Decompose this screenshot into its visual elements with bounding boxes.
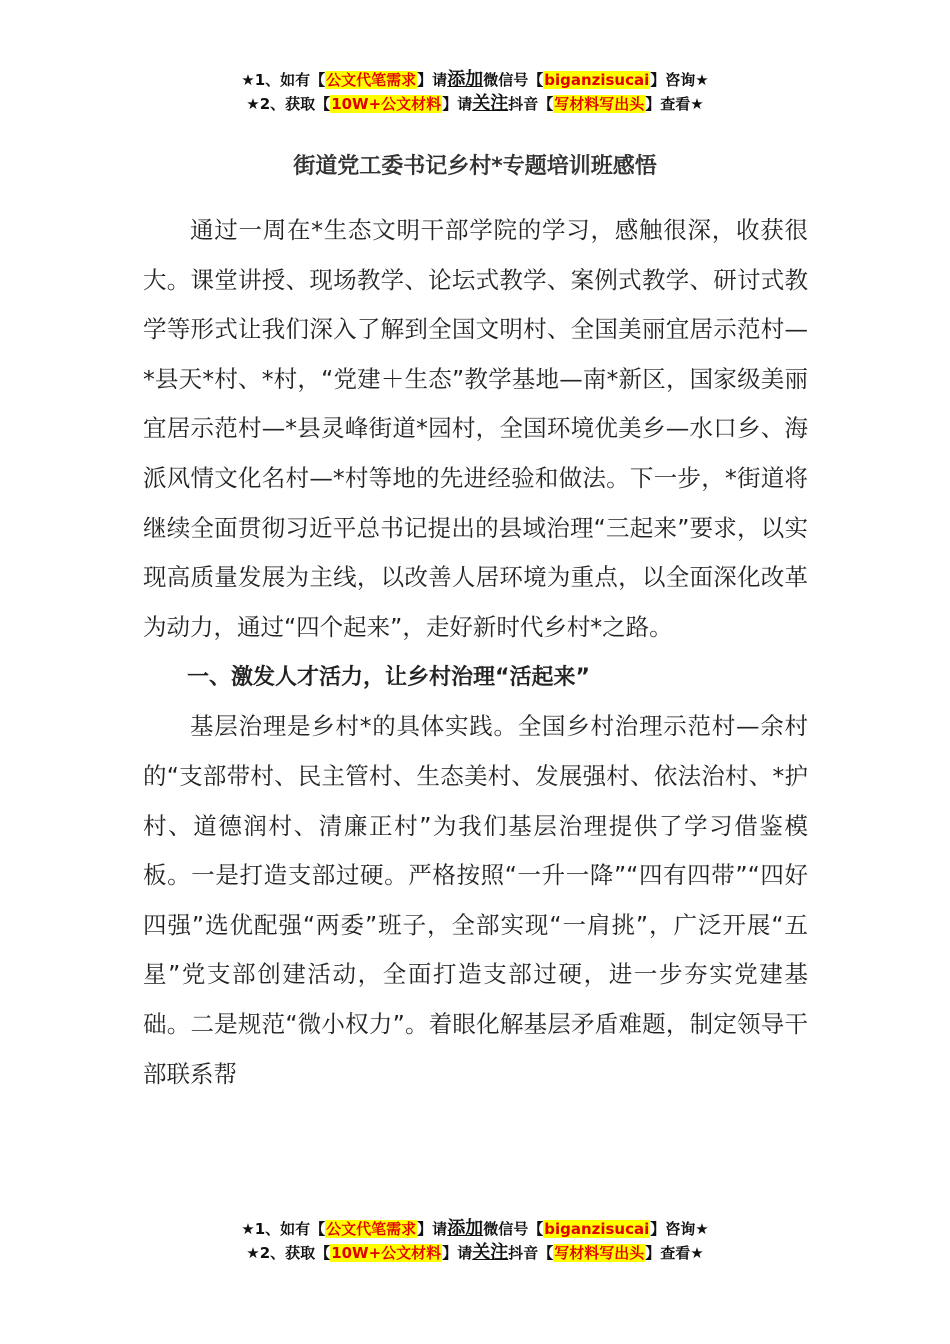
promo-add-text: 添加 [447,69,484,90]
promo-add-text: 添加 [447,1218,484,1239]
section-1-heading: 一、激发人才活力，让乡村治理“活起来” [187,665,590,691]
promo-text: ★1、如有【 [241,1220,326,1238]
footer-promo-banner [0,1217,950,1265]
promo-douyin-name: 写材料写出头 [554,95,645,113]
promo-follow-text: 关注 [472,93,509,114]
promo-highlight-materials: 10W+公文材料 [331,95,442,113]
promo-text: 】请 [417,1220,448,1238]
promo-douyin-name: 写材料写出头 [554,1244,645,1262]
promo-text: ★1、如有【 [241,71,326,89]
promo-text: 微信号【 [483,71,544,89]
promo-line-2 [0,92,950,116]
promo-highlight-ghostwriting: 公文代笔需求 [326,1220,417,1238]
promo-wechat-id: biganzisucai [544,1220,650,1238]
promo-text: 】咨询★ [650,71,709,89]
promo-highlight-materials: 10W+公文材料 [331,1244,442,1262]
promo-text: 】请 [442,95,473,113]
promo-highlight-ghostwriting: 公文代笔需求 [326,71,417,89]
promo-text: 】请 [417,71,448,89]
promo-text: 】咨询★ [650,1220,709,1238]
promo-text: 】请 [442,1244,473,1262]
promo-line-2 [0,1241,950,1265]
promo-text: 抖音【 [508,1244,554,1262]
header-promo-banner [0,68,950,116]
promo-line-1 [0,68,950,92]
promo-wechat-id: biganzisucai [544,71,650,89]
intro-paragraph: 通过一周在*生态文明干部学院的学习，感触很深，收获很大。课堂讲授、现场教学、论坛式教学、案例式教学、研讨式教学等形式让我们深入了解到全国文明村、全国美丽宜居示范村—*县天*村、*村，“党建＋生态”教学基地—南*新区，国家级美丽宜居示范村—*县灵峰街道*园村，全国环境优美乡—水口乡、海派风情文化名村—*村等地的先进经验和做法。下一步，*街道将继续全面贯彻习近平总书记提出的县域治理“三起来”要求，以实现高质量发展为主线，以改善人居环境为重点，以全面深化改革为动力，通过“四个起来”，走好新时代乡村*之路。 [143,216,808,641]
promo-follow-text: 关注 [472,1242,509,1263]
section-1-paragraph: 基层治理是乡村*的具体实践。全国乡村治理示范村—余村的“支部带村、民主管村、生态美村、发展强村、依法治村、*护村、道德润村、清廉正村”为我们基层治理提供了学习借鉴模板。一是打造支部过硬。严格按照“一升一降”“四有四带”“四好四强”选优配强“两委”班子，全部实现“一肩挑”，广泛开展“五星”党支部创建活动，全面打造支部过硬，进一步夯实党建基础。二是规范“微小权力”。着眼化解基层矛盾难题，制定领导干部联系帮 [143,712,808,1088]
promo-text: 抖音【 [508,95,554,113]
promo-text: ★2、获取【 [246,95,331,113]
promo-text: ★2、获取【 [246,1244,331,1262]
document-body [143,206,808,1099]
promo-text: 】查看★ [645,95,704,113]
promo-text: 】查看★ [645,1244,704,1262]
promo-text: 微信号【 [483,1220,544,1238]
document-title: 街道党工委书记乡村*专题培训班感悟 [293,154,657,179]
promo-line-1 [0,1217,950,1241]
